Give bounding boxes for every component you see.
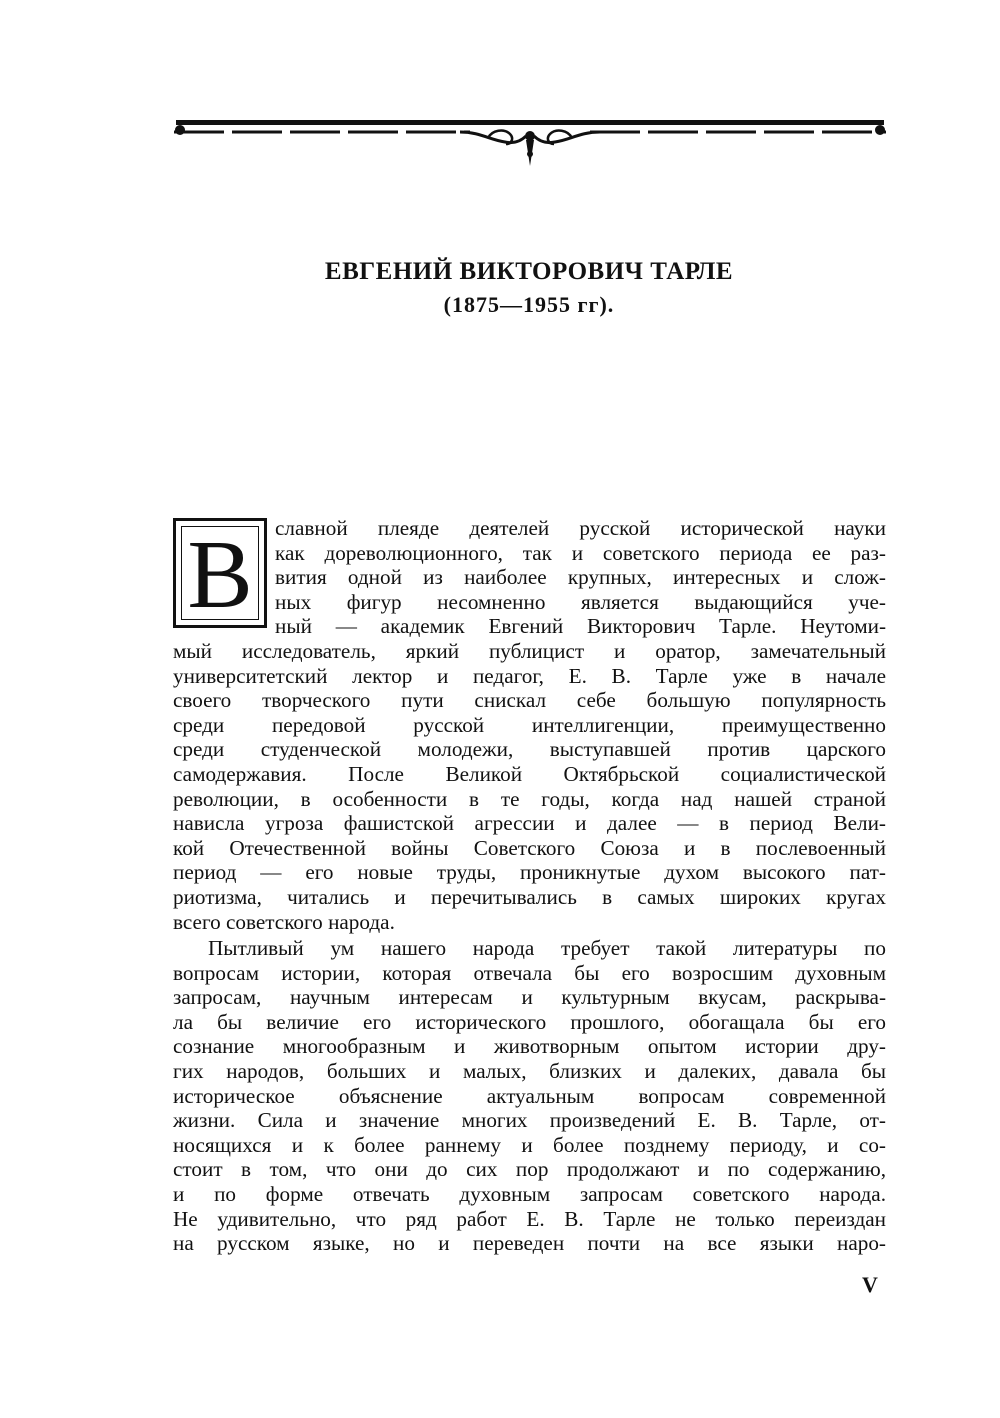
text-line: вития одной из наиболее крупных, интересных и слож- xyxy=(275,565,886,590)
text-line: риотизма, читались и перечитывались в самых широких кругах xyxy=(173,884,886,909)
text-line: жизни. Сила и значение многих произведений Е. В. Тарле, от- xyxy=(173,1108,886,1133)
text-line: запросам, научным интересам и культурным вкусам, раскрыва- xyxy=(173,985,886,1010)
text-line: и по форме отвечать духовным запросам советского народа. xyxy=(173,1182,886,1207)
text-line: нависла угроза фашистской агрессии и далее — в период Вели- xyxy=(173,811,886,836)
text-line: университетский лектор и педагог, Е. В. Тарле уже в начале xyxy=(173,663,886,688)
life-dates: (1875—1955 гг). xyxy=(443,292,615,317)
paragraph-1 xyxy=(173,516,886,934)
text-line: славной плеяде деятелей русской исторической науки xyxy=(275,516,886,540)
drop-cap-letter: В xyxy=(187,521,253,629)
page-number: V xyxy=(862,1272,878,1297)
text-line: гих народов, больших и малых, близких и далеких, давала бы xyxy=(173,1059,886,1084)
text-line: среди передовой русской интеллигенции, преимущественно xyxy=(173,712,886,737)
text-line: всего советского народа. xyxy=(173,909,395,934)
text-line: ный — академик Евгений Викторович Тарле. Неутоми- xyxy=(275,614,886,639)
text-line: самодержавия. После Великой Октябрьской социалистической xyxy=(173,761,886,786)
text-line: сознание многообразным и животворным опытом истории дру- xyxy=(173,1034,886,1059)
text-line: период — его новые труды, проникнутые духом высокого пат- xyxy=(173,860,886,885)
header-ornament xyxy=(170,110,890,180)
text-line: носящихся и к более раннему и более позднему периоду, и со- xyxy=(173,1132,886,1157)
text-line: стоит в том, что они до сих пор продолжают и по содержанию, xyxy=(173,1157,886,1182)
text-line: как дореволюционного, так и советского периода ее раз- xyxy=(275,540,886,565)
text-line: ла бы величие его исторического прошлого, обогащала бы его xyxy=(173,1009,886,1034)
text-line: Не удивительно, что ряд работ Е. В. Тарле не только переиздан xyxy=(173,1206,886,1231)
body-text xyxy=(173,516,886,1256)
page-title: ЕВГЕНИЙ ВИКТОРОВИЧ ТАРЛЕ xyxy=(324,258,734,285)
text-line: на русском языке, но и переведен почти на все языки наро- xyxy=(173,1231,886,1256)
text-line: вопросам истории, которая отвечала бы его возросшим духовным xyxy=(173,960,886,985)
text-line: среди студенческой молодежи, выступавшей против царского xyxy=(173,737,886,762)
text-line: ных фигур несомненно является выдающийся уче- xyxy=(275,589,886,614)
drop-cap xyxy=(173,518,267,628)
text-line: своего творческого пути снискал себе большую популярность xyxy=(173,688,886,713)
text-line: кой Отечественной войны Советского Союза и в послевоенный xyxy=(173,835,886,860)
text-line: Пытливый ум нашего народа требует такой литературы по xyxy=(208,936,886,961)
paragraph-2 xyxy=(173,936,886,1256)
text-line: мый исследователь, яркий публицист и оратор, замечательный xyxy=(173,638,886,663)
text-line: революции, в особенности в те годы, когда над нашей страной xyxy=(173,786,886,811)
text-line: историческое объяснение актуальным вопросам современной xyxy=(173,1083,886,1108)
